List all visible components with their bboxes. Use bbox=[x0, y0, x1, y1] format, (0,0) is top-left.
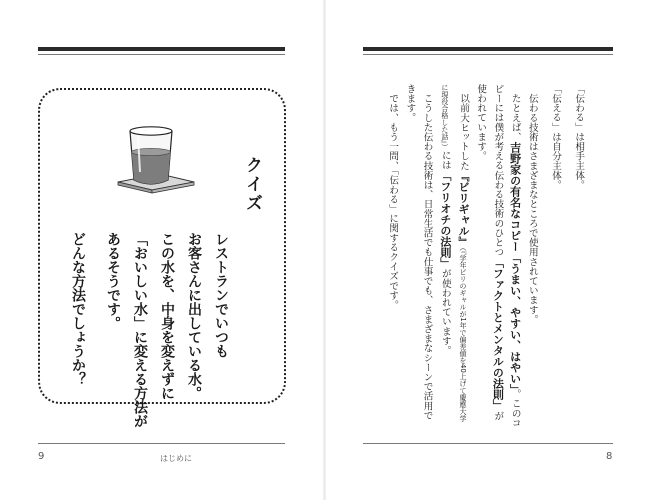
emphasis: 「フリオチの法則」 bbox=[438, 169, 452, 269]
paragraph-text: が使われています。 bbox=[439, 268, 451, 356]
paragraph-text: こうした伝わる技術は、日常生活でも仕事でも、さまざまなシーンで活用できます。 bbox=[404, 84, 433, 421]
quiz-title: クイズ bbox=[242, 156, 262, 213]
paragraph bbox=[384, 84, 401, 428]
emphasis: 吉野家の有名なコピー「うまい、やすい、はやい」 bbox=[508, 141, 522, 390]
emphasis: 「ファクトとメンタルの法則」 bbox=[491, 256, 505, 411]
lead-line: 「伝わる」は相手主体。 bbox=[573, 84, 585, 190]
paragraph bbox=[436, 84, 472, 428]
book-gutter bbox=[323, 0, 326, 500]
emphasis: 『ビリギャル』 bbox=[457, 170, 471, 248]
quiz-question bbox=[64, 232, 234, 428]
paragraph-text: には bbox=[439, 150, 451, 170]
right-top-rule bbox=[363, 47, 613, 51]
footnote-text: （『学年ビリのギャルが1年で偏差値を40上げて慶應大学に現役合格した話』） bbox=[440, 84, 468, 422]
paragraph bbox=[472, 84, 524, 428]
left-page-number: 9 bbox=[38, 451, 45, 462]
paragraph-text: では、もう一問、「伝わる」に関するクイズです。 bbox=[387, 93, 399, 310]
left-bottom-rule bbox=[38, 443, 285, 444]
right-bottom-rule bbox=[363, 443, 613, 444]
paragraph-text: 以前大ヒットした bbox=[458, 93, 470, 171]
quiz-line: あるそうです。 bbox=[105, 232, 121, 330]
right-top-thin-rule bbox=[363, 54, 613, 55]
quiz-line: お客さんに出している水。 bbox=[186, 232, 202, 400]
paragraph-text: 伝わる技術はさまざまなところで使用されています。 bbox=[526, 93, 538, 325]
paragraph bbox=[401, 84, 435, 428]
paragraph-text: が使われています。 bbox=[475, 84, 504, 421]
left-top-rule bbox=[38, 47, 285, 51]
quiz-line: この水を、中身を変えずに bbox=[159, 232, 175, 400]
right-page-number: 8 bbox=[606, 451, 613, 462]
quiz-line: どんな方法でしょうか？ bbox=[70, 232, 86, 386]
running-head: はじめに bbox=[160, 454, 192, 463]
left-top-thin-rule bbox=[38, 54, 285, 55]
quiz-line: レストランでいつも bbox=[213, 232, 229, 358]
body-text bbox=[384, 84, 587, 428]
lead-line: 「伝える」は自分主体。 bbox=[550, 84, 562, 190]
quiz-line: 「おいしい水」に変える方法が bbox=[132, 232, 148, 428]
water-glass-illustration bbox=[110, 122, 200, 202]
paragraph-text: 。このコピーには僕が考える伝わる技術のひとつ bbox=[492, 84, 521, 428]
paragraph-text: たとえば、 bbox=[509, 93, 521, 142]
paragraph bbox=[524, 84, 541, 428]
